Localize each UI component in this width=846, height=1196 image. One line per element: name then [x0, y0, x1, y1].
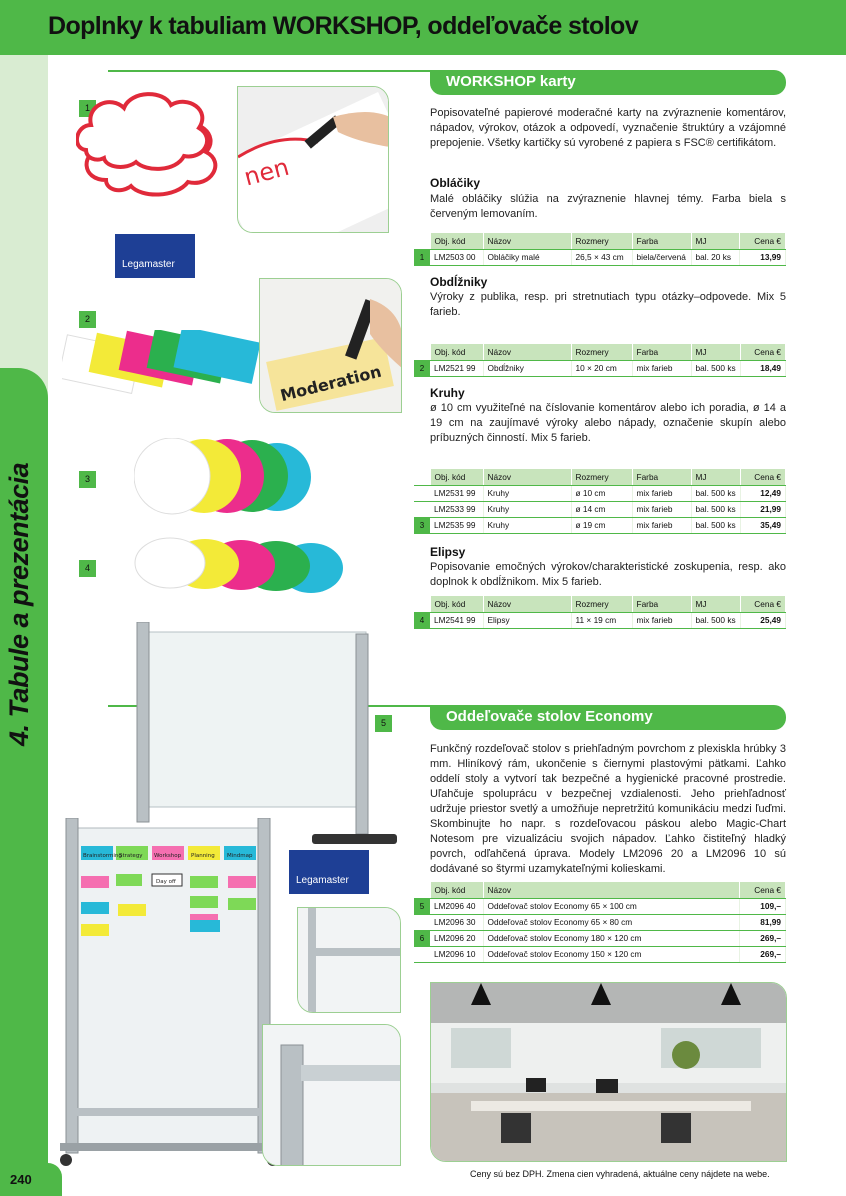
- cloud-cards-image: [76, 90, 226, 200]
- section-title-dividers: Oddeľovače stolov Economy: [430, 705, 786, 730]
- table-header-row: Obj. kód Názov Rozmery Farba MJ Cena €: [414, 344, 786, 360]
- rect-table: [414, 344, 786, 377]
- section-title-workshop: WORKSHOP karty: [430, 70, 786, 95]
- item-number: 4: [79, 560, 96, 577]
- table-row: LM2096 30 Oddeľovač stolov Economy 65 × 80 cm 81,99: [414, 914, 786, 930]
- table-row: LM2531 99 Kruhy ø 10 cm mix farieb bal. 500 ks 12,49: [414, 485, 786, 501]
- table-row: 3 LM2535 99 Kruhy ø 19 cm mix farieb bal. 500 ks 35,49: [414, 517, 786, 533]
- page-header: [0, 0, 846, 55]
- table-row: 2 LM2521 99 Obdĺžniky 10 × 20 cm mix farieb bal. 500 ks 18,49: [414, 360, 786, 376]
- table-row: 6 LM2096 20 Oddeľovač stolov Economy 180 × 120 cm 269,–: [414, 930, 786, 946]
- page-title: Doplnky k tabuliam WORKSHOP, oddeľovače stolov: [48, 12, 639, 40]
- board-heading: Mindmap: [227, 853, 253, 859]
- cloud-text: Malé obláčiky slúžia na zvýraznenie hlavnej témy. Farba biela s červeným lemovaním.: [430, 193, 786, 220]
- item-number: 5: [375, 715, 392, 732]
- ellipses-text: Popisovanie emočných výrokov/charakteristické zoskupenia, resp. ako doplnok k obdĺžnikom. Mix 5 farieb.: [430, 561, 786, 588]
- circles-table: [414, 469, 786, 534]
- workshop-intro: Popisovateľné papierové moderačné karty na zvýraznenie komentárov, nápadov, výrokov, otázok a odpovedí, vyznačenie štruktúry a vzájomné prepojenie. Všetky kartičky sú vyrobené z papiera s FSC® certifikátom.: [430, 107, 786, 149]
- photo-graphic: [298, 908, 401, 1013]
- divider-detail-photo: [262, 1024, 401, 1166]
- office-photo: [430, 982, 787, 1162]
- price-footnote: Ceny sú bez DPH. Zmena cien vyhradená, aktuálne ceny nájdete na webe.: [470, 1169, 770, 1179]
- moderation-card-photo: [259, 278, 402, 413]
- page-number-tab: [0, 1163, 62, 1196]
- rectangle-cards-image: [62, 330, 262, 400]
- marker-writing-photo: [237, 86, 389, 233]
- board-heading: Planning: [191, 853, 215, 859]
- photo-graphic: [260, 279, 402, 413]
- chapter-label: 4. Tabule a prezentácia: [4, 462, 34, 746]
- divider-detail-photo: [297, 907, 401, 1013]
- table-row: 1 LM2503 00 Obláčiky malé 26,5 × 43 cm biela/červená bal. 20 ks 13,99: [414, 249, 786, 265]
- cloud-table: [414, 233, 786, 266]
- board-heading: Workshop: [154, 853, 182, 859]
- table-header-row: Obj. kód Názov Rozmery Farba MJ Cena €: [414, 233, 786, 249]
- photo-graphic: [263, 1025, 401, 1166]
- table-row: 5 LM2096 40 Oddeľovač stolov Economy 65 × 100 cm 109,–: [414, 898, 786, 914]
- logo-text: Legamaster: [122, 259, 175, 270]
- circles-heading: Kruhy: [430, 386, 465, 400]
- rect-text: Výroky z publika, resp. pri stretnutiach typu otázky–odpovede. Mix 5 farieb.: [430, 291, 786, 318]
- circles-text: ø 10 cm využiteľné na číslovanie komentárov alebo ich poradia, ø 14 a 19 cm na zaujímavé výroky alebo nápady, označenie skupín alebo príbuzných činností. Mix 5 farieb.: [430, 402, 786, 444]
- page-number: 240: [10, 1172, 32, 1187]
- item-number: 2: [79, 311, 96, 328]
- photo-graphic: [238, 87, 389, 233]
- board-heading: Brainstorming: [83, 853, 122, 859]
- board-note: Day off: [156, 879, 176, 885]
- ellipse-cards-image: [133, 535, 343, 595]
- section-rule: [108, 70, 438, 72]
- photo-graphic: [431, 983, 787, 1162]
- table-header-row: Obj. kód Názov Rozmery Farba MJ Cena €: [414, 596, 786, 612]
- dividers-text: Funkčný rozdeľovač stolov s priehľadným povrchom z plexiskla hrúbky 3 mm. Hliníkový rám, ukončenie s čiernymi plastovými pätkami. Ľahko oddelí stoly a vytvorí tak bezpečné a hygienické pracovné prostredie. Uľahčuje spoluprácu v bezpečnej vzdialenosti. Jeho priehľadnosť udržuje priestor svetlý a umožňuje nepretržitú komunikáciu medzi ľuďmi. Skombinujte ho napr. s rozdeľovacou páskou alebo Magic-Chart Notesom pre vizualizáciu svojich nápadov. Ľahko čistiteľný hladký povrch, odľahčená úprava. Modely LM2096 20 a LM2096 10 sú dodávané so štyrmi uzamykateľnými kolieskami.: [430, 743, 786, 875]
- item-number: 1: [79, 100, 96, 117]
- rect-heading: Obdĺžniky: [430, 275, 488, 289]
- svg-text:nen: nen: [241, 152, 292, 192]
- ellipses-table: [414, 596, 786, 629]
- cloud-heading: Obláčiky: [430, 176, 481, 190]
- legamaster-logo: [115, 234, 195, 278]
- board-heading: Strategy: [119, 853, 143, 859]
- desk-divider-large-image: [56, 818, 281, 1170]
- table-header-row: Obj. kód Názov Rozmery Farba MJ Cena €: [414, 469, 786, 485]
- circle-cards-image: [134, 438, 314, 518]
- table-header-row: Obj. kód Názov Cena €: [414, 882, 786, 898]
- logo-text: Legamaster: [296, 875, 349, 886]
- item-number: 3: [79, 471, 96, 488]
- table-row: LM2096 10 Oddeľovač stolov Economy 150 × 120 cm 269,–: [414, 946, 786, 962]
- table-row: 4 LM2541 99 Elipsy 11 × 19 cm mix farieb bal. 500 ks 25,49: [414, 612, 786, 628]
- card-word: Moderation: [278, 361, 384, 406]
- dividers-table: [414, 882, 786, 963]
- ellipses-heading: Elipsy: [430, 545, 466, 559]
- table-row: LM2533 99 Kruhy ø 14 cm mix farieb bal. 500 ks 21,99: [414, 501, 786, 517]
- legamaster-logo: [289, 850, 369, 894]
